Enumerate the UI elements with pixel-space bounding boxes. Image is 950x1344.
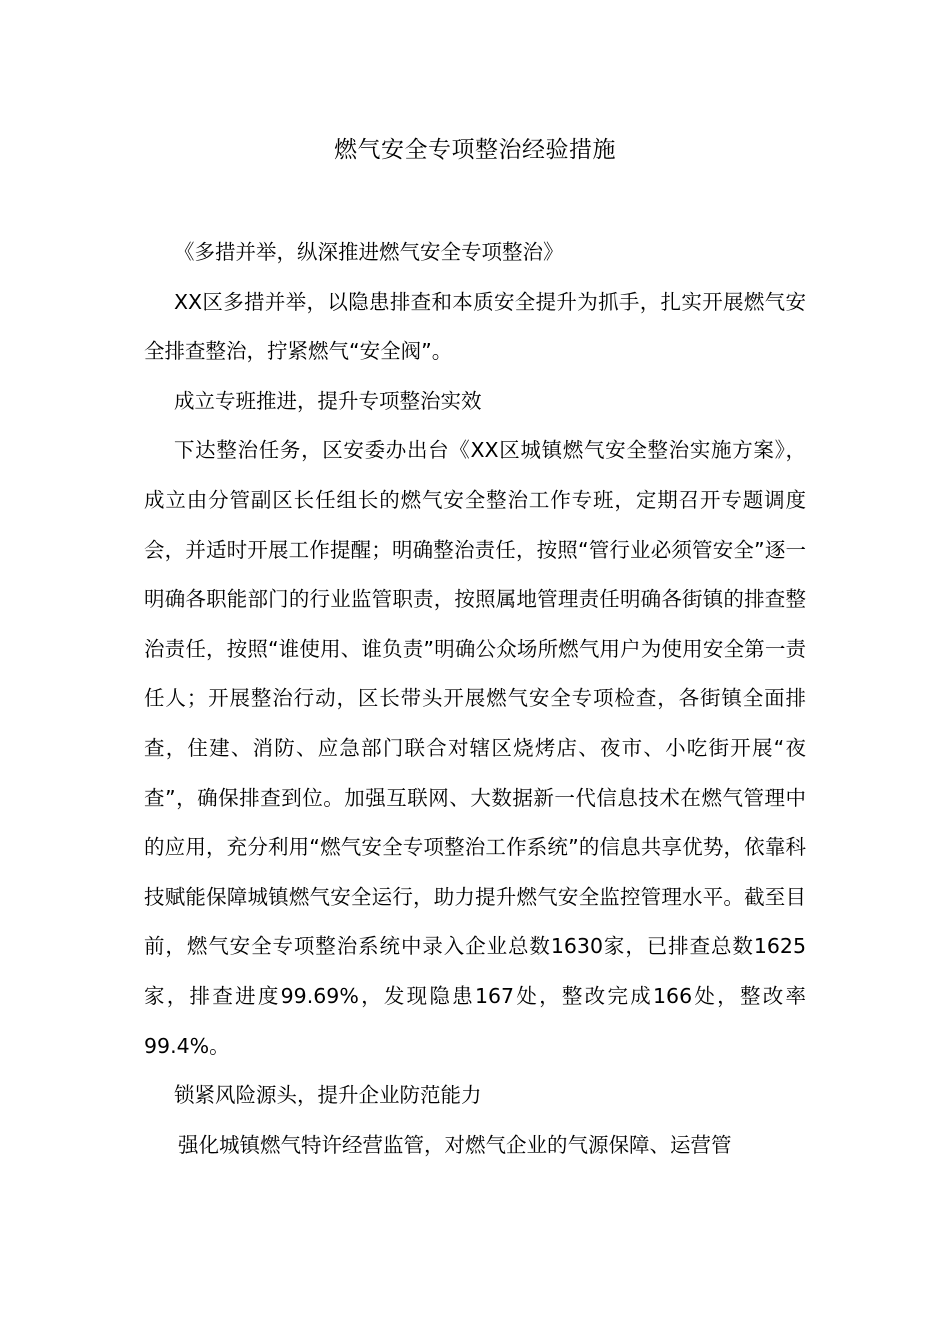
intro-paragraph: XX区多措并举，以隐患排查和本质安全提升为抓手，扎实开展燃气安全排查整治，拧紧燃气“安全阀”。 [144,289,806,364]
risk-source-paragraph: 强化城镇燃气特许经营监管，对燃气企业的气源保障、运营管 [178,1132,732,1157]
section-heading-task-force: 成立专班推进，提升专项整治实效 [174,388,482,413]
article-heading: 《多措并举，纵深推进燃气安全专项整治》 [174,240,564,264]
section-heading-risk-source: 锁紧风险源头，提升企业防范能力 [174,1083,482,1108]
document-body [144,228,806,1170]
document-title: 燃气安全专项整治经验措施 [334,137,616,163]
task-force-paragraph: 下达整治任务，区安委办出台《XX区城镇燃气安全整治实施方案》，成立由分管副区长任组长的燃气安全整治工作专班，定期召开专题调度会，并适时开展工作提醒；明确整治责任，按照“管行业必须管安全”逐一明确各职能部门的行业监管职责，按照属地管理责任明确各街镇的排查整治责任，按照“谁使用、谁负责”明确公众场所燃气用户为使用安全第一责任人；开展整治行动，区长带头开展燃气安全专项检查，各街镇全面排查，住建、消防、应急部门联合对辖区烧烤店、夜市、小吃街开展“夜查”，确保排查到位。加强互联网、大数据新一代信息技术在燃气管理中的应用，充分利用“燃气安全专项整治工作系统”的信息共享优势，依靠科技赋能保障城镇燃气安全运行，助力提升燃气安全监控管理水平。截至目前，燃气安全专项整治系统中录入企业总数1630家，已排查总数1625家，排查进度99.69%，发现隐患167处，整改完成166处，整改率99.4%。 [144,438,806,1058]
